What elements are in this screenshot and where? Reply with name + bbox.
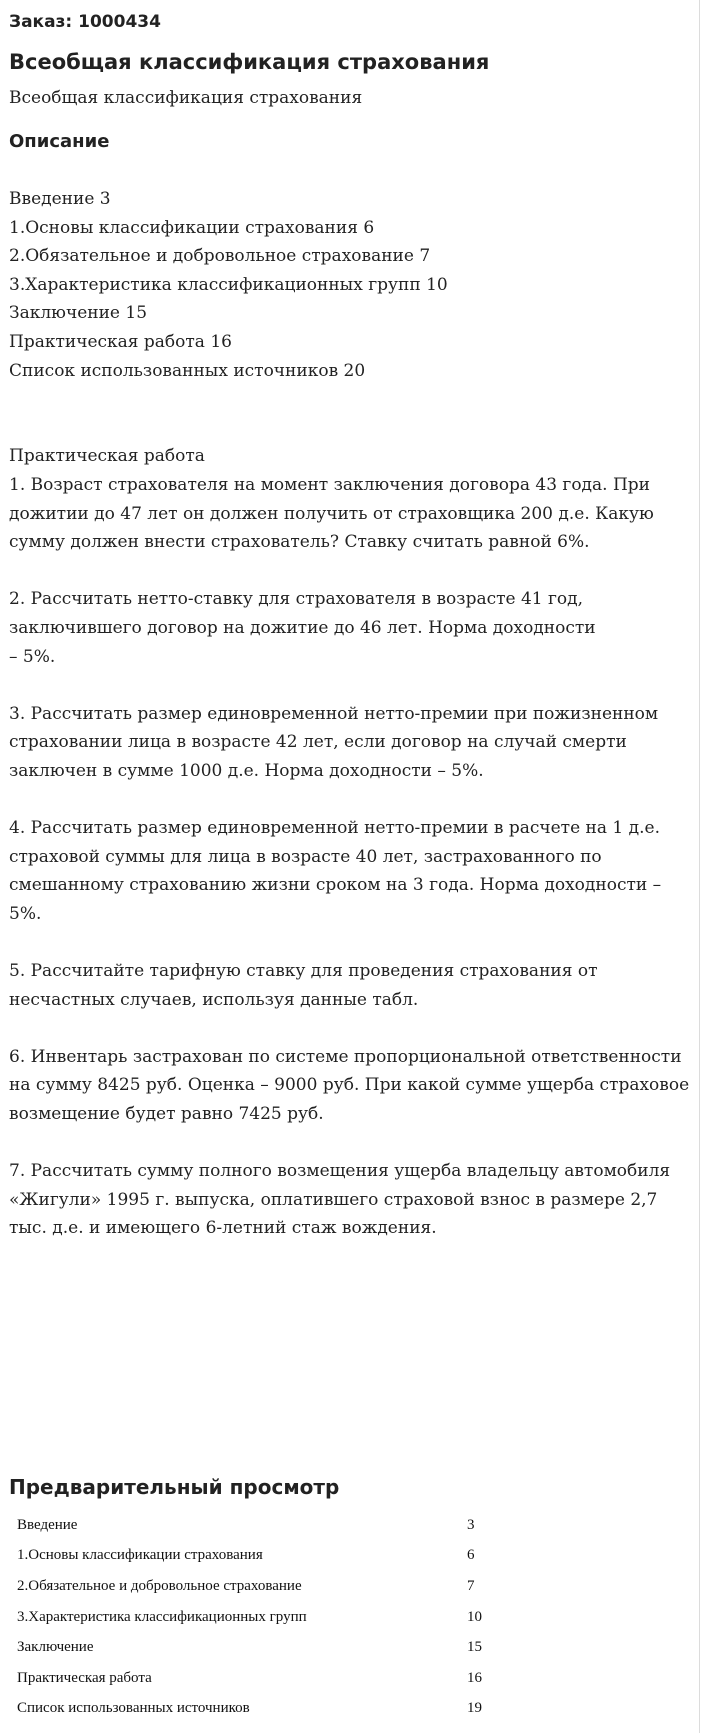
toc-title: Заключение [17, 1639, 94, 1656]
toc-title: 2.Обязательное и добровольное страхование [17, 1577, 302, 1594]
toc-page: 19 [467, 1700, 482, 1717]
document-content [9, 10, 693, 1243]
toc-row [17, 1632, 487, 1663]
preview-heading: Предварительный просмотр [9, 1475, 340, 1499]
toc-page: 15 [467, 1639, 482, 1656]
description-body: Введение 3 1.Основы классификации страхования 6 2.Обязательное и добровольное страхование 7 3.Характеристика классификационных групп 10 Заключение 15 Практическая работа 16 Список использованных источников 20 Практическая работа 1. Возраст страхователя на момент заключения договора 43 года. При дожитии до 47 лет он должен получить от страховщика 200 д.е. Какую сумму должен внести страхователь? Ставку считать равной 6%. 2. Рассчитать нетто-ставку для страхователя в возрасте 41 год, заключившего договор на дожитие до 46 лет. Норма доходности – 5%. 3. Рассчитать размер единовременной нетто-премии при пожизненном страховании лица в возрасте 42 лет, если договор на случай смерти заключен в сумме 1000 д.е. Норма доходности – 5%. 4. Рассчитать размер единовременной нетто-премии в расчете на 1 д.е. страховой суммы для лица в возрасте 40 лет, застрахованного по смешанному страхованию жизни сроком на 3 года. Норма доходности – 5%. 5. Рассчитайте тарифную ставку для проведения страхования от несчастных случаев, используя данные табл. 6. Инвентарь застрахован по системе пропорциональной ответственности на сумму 8425 руб. Оценка – 9000 руб. При какой сумме ущерба страховое возмещение будет равно 7425 руб. 7. Рассчитать сумму полного возмещения ущерба владельцу автомобиля «Жигули» 1995 г. выпуска, оплатившего страховой взнос в размере 2,7 тыс. д.е. и имеющего 6-летний стаж вождения. [9, 189, 690, 1239]
toc-page: 7 [467, 1577, 475, 1594]
toc-page: 6 [467, 1547, 475, 1564]
toc-title: Введение [17, 1516, 78, 1533]
toc-title: Список использованных источников [17, 1700, 250, 1717]
toc-row [17, 1602, 487, 1633]
toc-page: 3 [467, 1516, 475, 1533]
preview-toc-table [17, 1510, 487, 1724]
description-heading: Описание [9, 131, 110, 152]
toc-row [17, 1541, 487, 1572]
toc-row [17, 1571, 487, 1602]
order-number: Заказ: 1000434 [9, 12, 161, 32]
page-title: Всеобщая классификация страхования [9, 50, 490, 74]
toc-row [17, 1694, 487, 1725]
toc-title: 3.Характеристика классификационных групп [17, 1608, 307, 1625]
toc-row [17, 1663, 487, 1694]
toc-page: 16 [467, 1669, 482, 1686]
toc-title: Практическая работа [17, 1669, 152, 1686]
toc-title: 1.Основы классификации страхования [17, 1547, 263, 1564]
toc-row [17, 1510, 487, 1541]
page-subtitle: Всеобщая классификация страхования [9, 88, 363, 108]
toc-page: 10 [467, 1608, 482, 1625]
